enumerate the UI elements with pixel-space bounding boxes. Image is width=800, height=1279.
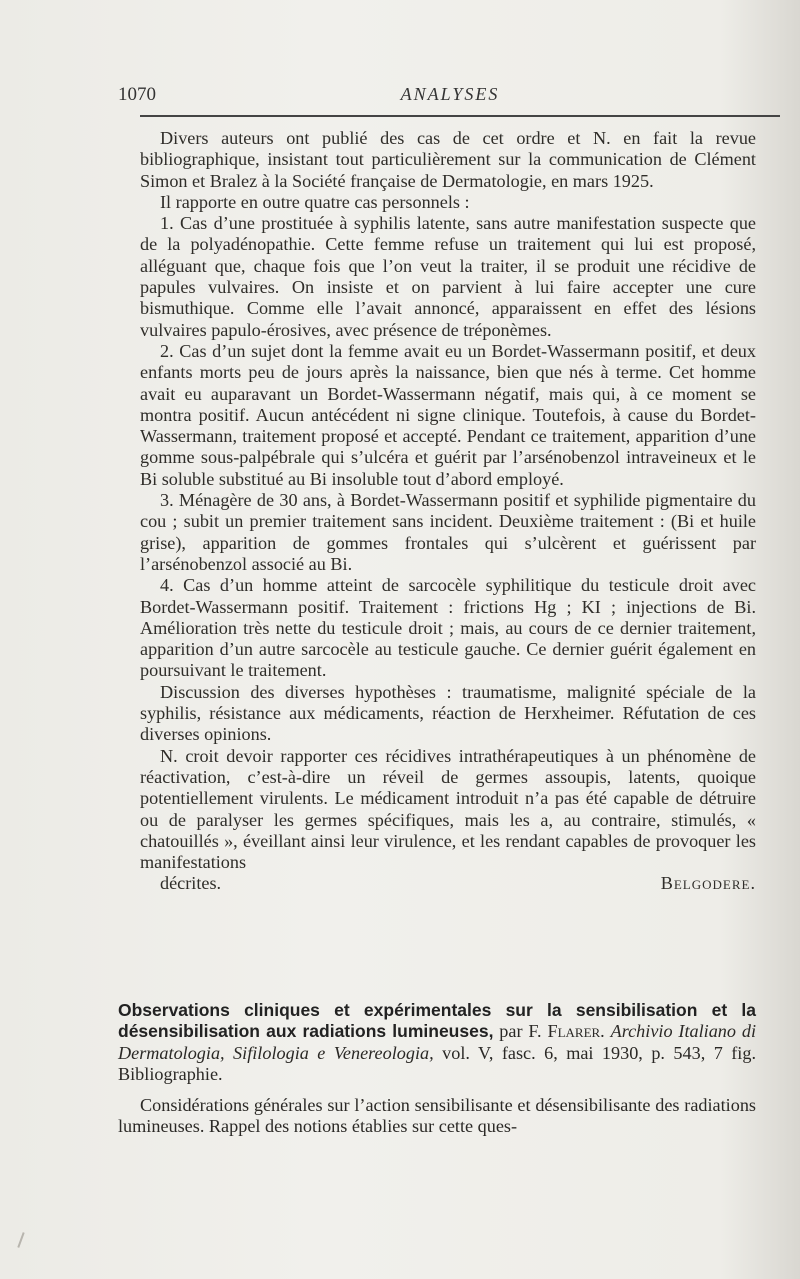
article-author: Flarer. [547, 1021, 605, 1042]
header-rule [140, 115, 780, 117]
review-paragraph: Il rapporte en outre quatre cas personnels : [160, 191, 470, 212]
article-entry [118, 1000, 756, 1138]
margin-mark [17, 1232, 24, 1248]
review-paragraph: 2. Cas d’un sujet dont la femme avait eu un Bordet-Wassermann positif, et deux enfants morts peu de jours après la naissance, bien que nés à terme. Cet homme avait eu auparavant un Bordet-Wassermann négatif, mais qui, à ce moment se montra positif. Aucun antécédent ni signe clinique. Toutefois, à cause du Bordet-Wassermann, traitement proposé et accepté. Pendant ce traitement, apparition d’une gomme sous-palpébrale qui s’ulcéra et guérit par l’arsénobenzol intraveineux et le Bi soluble substitué au Bi insoluble tout d’abord employé. [140, 340, 756, 489]
review-text [140, 128, 756, 895]
article-title: Observations cliniques et expérimentales sur la sensibilisation et la désensibilisation aux radiations lumineuses, [118, 1000, 756, 1042]
running-title: ANALYSES [400, 84, 500, 104]
article-body: Considérations générales sur l’action sensibilisante et désensibilisante des radiations lumineuses. Rappel des notions établies sur cette ques- [118, 1095, 756, 1137]
article-journal: Archivio Italiano di Dermatologia, Sifilologia e Venereologia, [118, 1021, 756, 1063]
page-header [118, 84, 782, 114]
review-paragraph: 3. Ménagère de 30 ans, à Bordet-Wassermann positif et syphilide pigmentaire du cou ; subit un premier traitement sans incident. Deuxième traitement : (Bi et huile grise), apparition de gommes frontales qui s’ulcèrent et guérissent par l’arsénobenzol associé au Bi. [140, 490, 756, 574]
review-final-paragraph: N. croit devoir rapporter ces récidives intrathérapeutiques à un phénomène de réactivation, c’est-à-dire un réveil de germes assoupis, latents, quoique potentiellement virulents. Le médicament introduit n’a pas été capable de détruire ou de paralyser les germes spécifiques, mais les a, au contraire, stimulés, « chatouillés », éveillant ainsi leur virulence, et les rendant capables de provoquer les manifestations [140, 745, 756, 873]
review-paragraph: 1. Cas d’une prostituée à syphilis latente, sans autre manifestation suspecte que de la polyadénopathie. Cette femme refuse un traitement qui lui est proposé, alléguant que, chaque fois que l’on veut la traiter, il se produit une récidive de papules vulvaires. On insiste et on parvient à lui faire accepter une cure bismuthique. Comme elle l’avait annoncé, apparaissent en effet des lésions vulvaires papulo-érosives, avec présence de tréponèmes. [140, 213, 756, 340]
reviewer-signature: Belgodere. [660, 873, 756, 894]
author-prefix: par F. [499, 1021, 542, 1042]
review-paragraph: Divers auteurs ont publié des cas de cet ordre et N. en fait la revue bibliographique, insistant tout particulièrement sur la communication de Clément Simon et Bralez à la Société française de Dermatologie, en mars 1925. [140, 128, 756, 191]
final-line-end: décrites. [160, 873, 222, 894]
article-reference: vol. V, fasc. 6, mai 1930, p. 543, 7 fig. Bibliographie. [118, 1042, 756, 1084]
article-heading [118, 1000, 756, 1085]
page-number: 1070 [118, 84, 156, 105]
review-paragraph: 4. Cas d’un homme atteint de sarcocèle syphilitique du testicule droit avec Bordet-Wassermann positif. Traitement : frictions Hg ; KI ; injections de Bi. Amélioration très nette du testicule droit ; mais, au cours de ce dernier traitement, apparition d’un autre sarcocèle au testicule gauche. Ce dernier guérit également en poursuivant le traitement. [140, 575, 756, 681]
signature-line [140, 873, 756, 894]
review-paragraph: Discussion des diverses hypothèses : traumatisme, malignité spéciale de la syphilis, résistance aux médicaments, réaction de Herxheimer. Réfutation de ces diverses opinions. [140, 681, 756, 745]
